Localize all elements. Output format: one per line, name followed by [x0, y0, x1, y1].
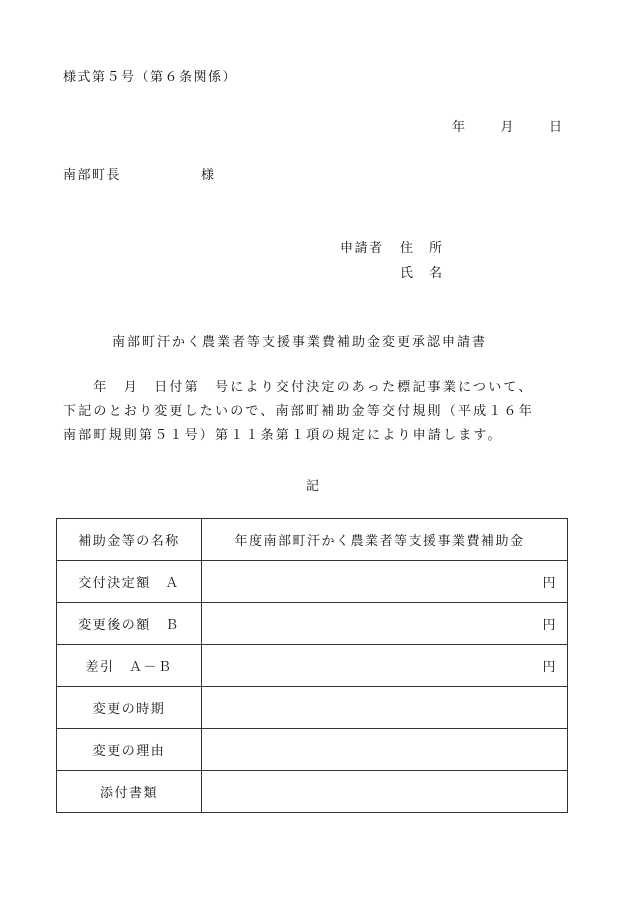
applicant-block: [340, 236, 458, 286]
row-label-change-reason: 変更の理由: [57, 729, 202, 771]
date-line: [452, 116, 564, 135]
table-row: [57, 645, 568, 687]
row-label-decided-amount: 交付決定額 Ａ: [57, 561, 202, 603]
table-row: [57, 561, 568, 603]
row-value-subsidy-name: 年度南部町汗かく農業者等支援事業費補助金: [202, 519, 568, 561]
table-row: [57, 729, 568, 771]
addressee: [63, 164, 216, 183]
table-row: [57, 519, 568, 561]
row-value-changed-amount: 円: [202, 603, 568, 645]
row-label-change-timing: 変更の時期: [57, 687, 202, 729]
addressee-honorific: 様: [201, 168, 216, 183]
form-number: 様式第５号（第６条関係）: [63, 70, 238, 85]
date-day-label: 日: [549, 120, 564, 135]
row-label-subsidy-name: 補助金等の名称: [57, 519, 202, 561]
body-line: 南部町規則第５１号）第１１条第１項の規定により申請します。: [63, 428, 503, 443]
row-label-changed-amount: 変更後の額 Ｂ: [57, 603, 202, 645]
row-value-attachments: [202, 771, 568, 813]
table-row: [57, 603, 568, 645]
table-row: [57, 687, 568, 729]
row-value-change-reason: [202, 729, 568, 771]
detail-table: [56, 518, 568, 813]
ki-heading: 記: [306, 479, 321, 494]
name-label: 氏名: [400, 266, 459, 281]
applicant-label: 申請者: [340, 241, 384, 256]
row-value-change-timing: [202, 687, 568, 729]
body-line: 下記のとおり変更したいので、南部町補助金等交付規則（平成１６年: [63, 404, 534, 419]
date-year-label: 年: [452, 120, 467, 135]
body-text: [63, 376, 583, 448]
row-label-difference: 差引 Ａ－Ｂ: [57, 645, 202, 687]
addressee-name: 南部町長: [63, 168, 122, 183]
row-value-decided-amount: 円: [202, 561, 568, 603]
row-label-attachments: 添付書類: [57, 771, 202, 813]
body-line: 年 月 日付第 号により交付決定のあった標記事業について、: [63, 380, 534, 395]
table-row: [57, 771, 568, 813]
row-value-difference: 円: [202, 645, 568, 687]
address-label: 住所: [400, 241, 459, 256]
document-title: 南部町汗かく農業者等支援事業費補助金変更承認申請書: [112, 335, 488, 350]
date-month-label: 月: [500, 120, 516, 135]
